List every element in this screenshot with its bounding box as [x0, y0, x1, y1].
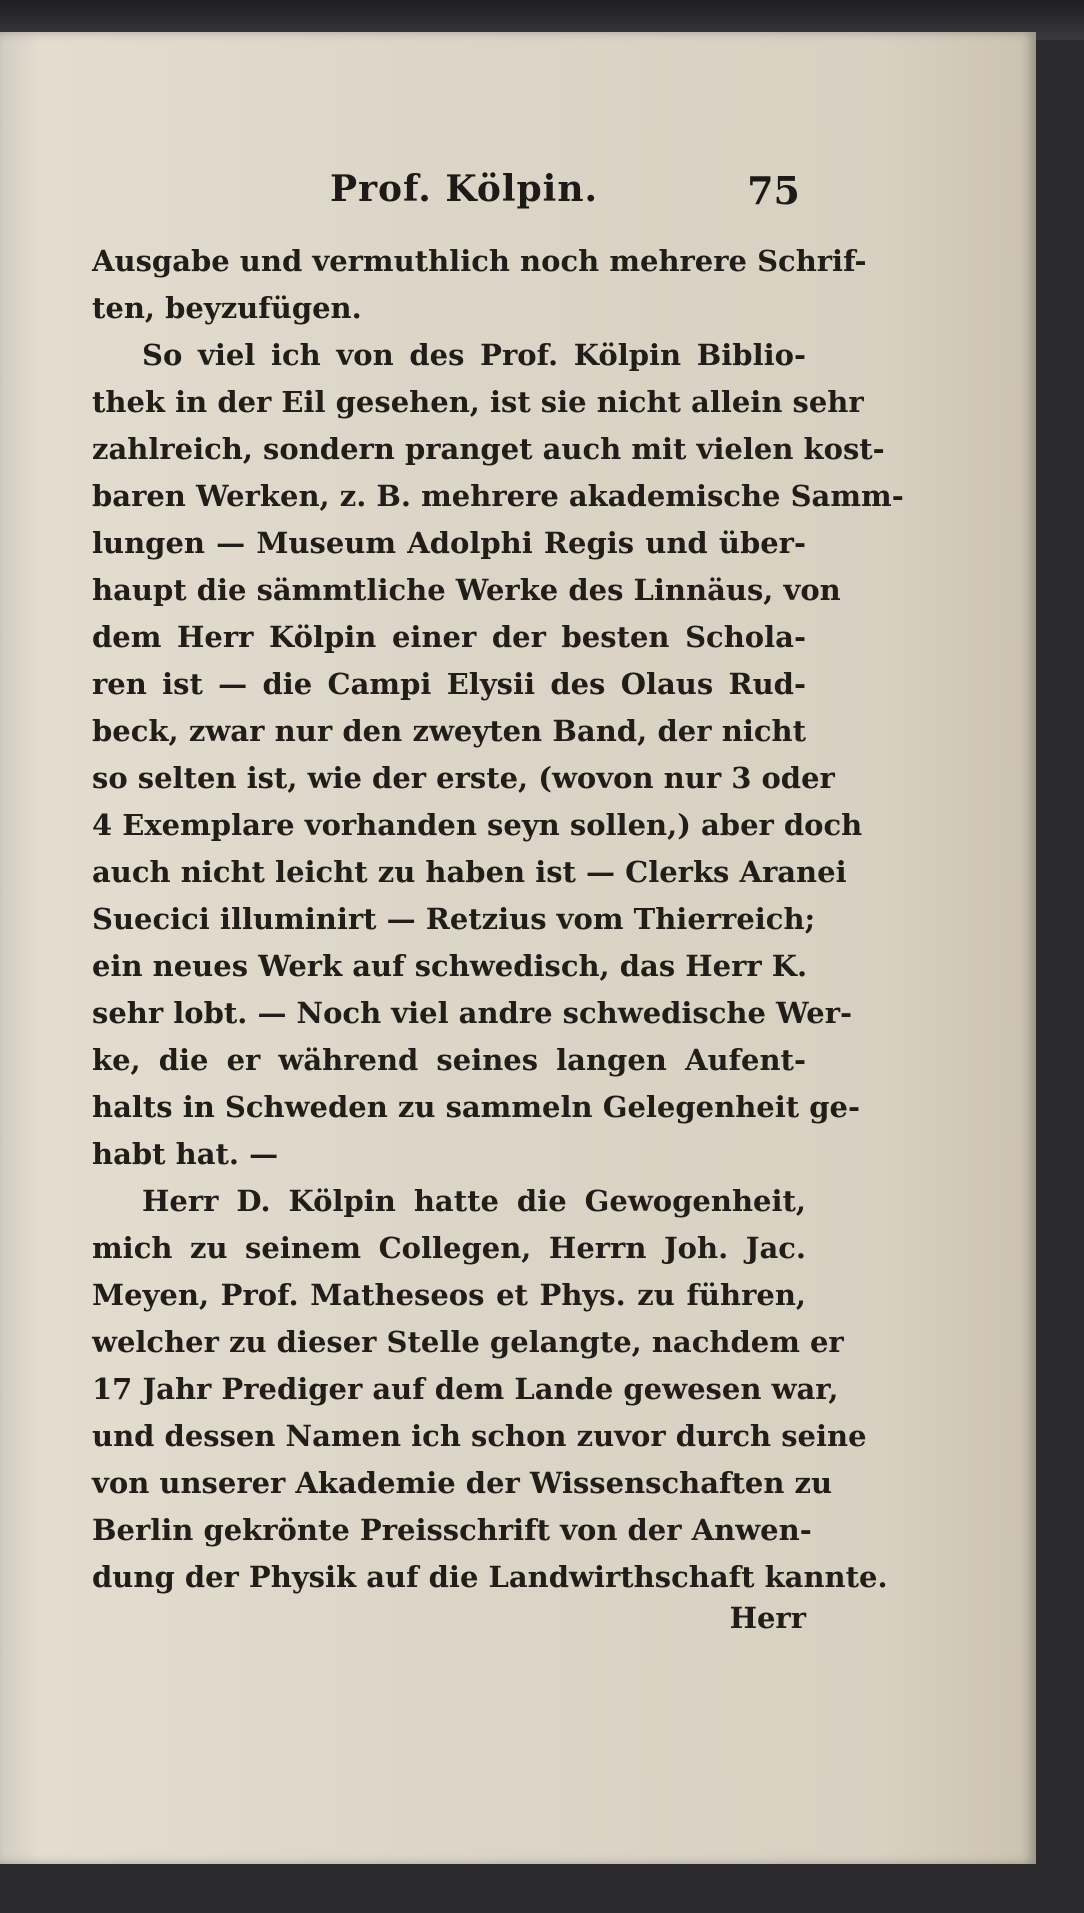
text-line: sehr lobt. — Noch viel andre schwedische Wer-: [92, 996, 853, 1030]
text-line: habt hat. —: [92, 1137, 279, 1171]
gutter-shadow: [0, 32, 40, 1864]
text-line: von unserer Akademie der Wissenschaften zu: [92, 1466, 833, 1500]
text-line: ten, beyzufügen.: [92, 291, 362, 325]
page-body-text: [92, 238, 904, 1635]
text-line: und dessen Namen ich schon zuvor durch seine: [92, 1419, 867, 1453]
text-line: ein neues Werk auf schwedisch, das Herr K.: [92, 949, 808, 983]
text-line: dem Herr Kölpin einer der besten Schola-: [92, 620, 806, 654]
text-line: auch nicht leicht zu haben ist — Clerks Aranei: [92, 855, 847, 889]
text-line: Meyen, Prof. Matheseos et Phys. zu führen,: [92, 1278, 806, 1312]
text-line: Ausgabe und vermuthlich noch mehrere Schrif-: [92, 244, 867, 278]
text-line: Herr D. Kölpin hatte die Gewogenheit,: [142, 1184, 806, 1218]
text-line: so selten ist, wie der erste, (wovon nur 3 oder: [92, 761, 835, 795]
text-line: dung der Physik auf die Landwirthschaft kannte.: [92, 1560, 888, 1594]
text-line: thek in der Eil gesehen, ist sie nicht allein sehr: [92, 385, 864, 419]
text-line: 17 Jahr Prediger auf dem Lande gewesen war,: [92, 1372, 839, 1406]
text-line: zahlreich, sondern pranget auch mit vielen kost-: [92, 432, 885, 466]
text-line: ren ist — die Campi Elysii des Olaus Rud-: [92, 667, 806, 701]
text-line: baren Werken, z. B. mehrere akademische Samm-: [92, 479, 904, 513]
text-line: So viel ich von des Prof. Kölpin Biblio-: [142, 338, 806, 372]
text-line: mich zu seinem Collegen, Herrn Joh. Jac.: [92, 1231, 806, 1265]
page-number: 75: [747, 168, 800, 213]
page-header: [330, 168, 800, 218]
text-line: lungen — Museum Adolphi Regis und über-: [92, 526, 806, 560]
text-line: welcher zu dieser Stelle gelangte, nachdem er: [92, 1325, 844, 1359]
text-line: ke, die er während seines langen Aufent-: [92, 1043, 806, 1077]
text-line: Berlin gekrönte Preisschrift von der Anwen-: [92, 1513, 812, 1547]
text-line: 4 Exemplare vorhanden seyn sollen,) aber doch: [92, 808, 863, 842]
text-line: Suecici illuminirt — Retzius vom Thierreich;: [92, 902, 816, 936]
catchword: Herr: [729, 1601, 806, 1635]
text-line: haupt die sämmtliche Werke des Linnäus, von: [92, 573, 841, 607]
text-line: halts in Schweden zu sammeln Gelegenheit ge-: [92, 1090, 861, 1124]
running-title: Prof. Kölpin.: [330, 168, 599, 210]
text-line: beck, zwar nur den zweyten Band, der nicht: [92, 714, 806, 748]
